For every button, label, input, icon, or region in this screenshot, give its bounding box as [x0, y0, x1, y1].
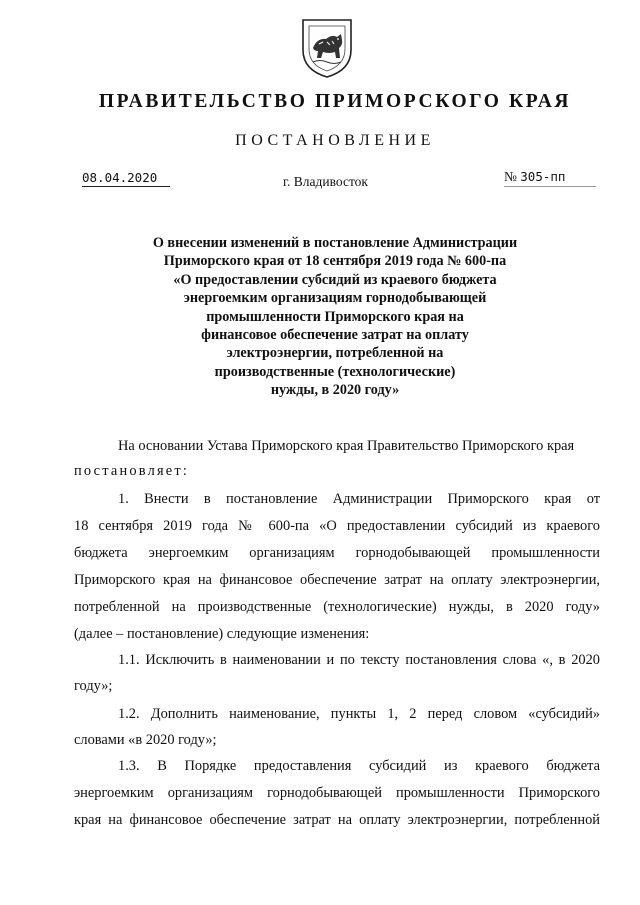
document-type: ПОСТАНОВЛЕНИЕ [235, 132, 435, 149]
number-sign: № [504, 169, 517, 184]
subject-line: энергоемким организациям горнодобывающей [183, 290, 487, 307]
subject-line: нужды, в 2020 году» [270, 382, 400, 399]
body-line: 1.3. В Порядке предоставления субсидий из краевого бюджета [118, 758, 600, 774]
subject-line: О внесении изменений в постановление Администрации [152, 235, 518, 251]
body-line: году»; [74, 678, 113, 694]
subject-line: промышленности Приморского края на [206, 308, 464, 325]
body-line: (далее – постановление) следующие изменения: [74, 626, 370, 642]
body-line: 18 сентября 2019 года № 600-па «О предоставлении субсидий из краевого [74, 518, 600, 534]
body-line: постановляет: [74, 463, 190, 479]
subject-line: электроэнергии, потребленной на [226, 345, 444, 362]
subject-line: «О предоставлении субсидий из краевого бюджета [173, 271, 497, 288]
body-line: словами «в 2020 году»; [74, 732, 217, 748]
document-date: 08.04.2020 [82, 170, 170, 187]
subject-line: Приморского края от 18 сентября 2019 года № 600-па [163, 253, 507, 270]
document-subject [130, 234, 540, 400]
document-city: г. Владивосток [283, 174, 368, 189]
government-name: ПРАВИТЕЛЬСТВО ПРИМОРСКОГО КРАЯ [98, 91, 572, 112]
body-line: потребленной на производственные (технологические) нужды, в 2020 году» [74, 599, 600, 615]
body-line: края на финансовое обеспечение затрат на оплату электроэнергии, потребленной [74, 812, 600, 828]
body-line: 1.2. Дополнить наименование, пункты 1, 2 перед словом «субсидий» [118, 706, 600, 722]
coat-of-arms-icon [299, 14, 355, 80]
number-value: 305-пп [520, 169, 566, 184]
body-line: Приморского края на финансовое обеспечение затрат на оплату электроэнергии, [74, 572, 600, 588]
body-line: 1. Внести в постановление Администрации Приморского края от [118, 491, 600, 507]
subject-line: финансовое обеспечение затрат на оплату [201, 327, 469, 344]
body-line: энергоемким организациям горнодобывающей промышленности Приморского [74, 785, 600, 801]
subject-line: производственные (технологические) [214, 363, 456, 380]
body-line: 1.1. Исключить в наименовании и по тексту постановления слова «, в 2020 [118, 652, 600, 668]
body-line: бюджета энергоемким организациям горнодобывающей промышленности [74, 545, 600, 561]
body-line: На основании Устава Приморского края Правительство Приморского края [118, 438, 575, 454]
document-number [504, 169, 596, 187]
